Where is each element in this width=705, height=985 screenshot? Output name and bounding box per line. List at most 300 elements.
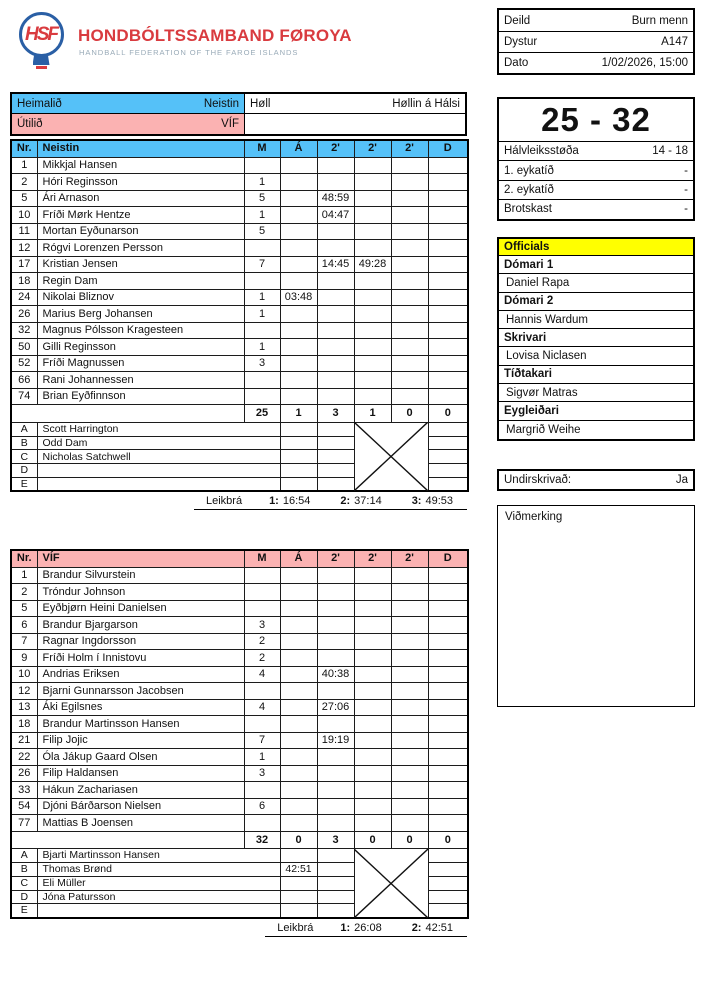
leikbra-period: 1: <box>340 921 351 934</box>
goals-cell <box>244 683 280 700</box>
leikbra-part <box>340 495 381 507</box>
official-entry <box>499 402 693 439</box>
suspension1-cell <box>317 388 354 405</box>
suspension3-cell <box>391 289 428 306</box>
away-roster-block <box>10 549 467 937</box>
goals-cell <box>244 584 280 601</box>
suspension3-cell <box>391 600 428 617</box>
col-header-warning: Á <box>280 140 317 157</box>
home-roster-block <box>10 139 467 510</box>
signed-value: Ja <box>675 474 688 486</box>
player-number: 12 <box>11 240 37 257</box>
warning-cell <box>280 666 317 683</box>
official-role: Tíðtakari <box>499 366 693 384</box>
bench-disq-cell <box>428 464 468 478</box>
disqualification-cell <box>428 815 468 832</box>
warning-cell <box>280 174 317 191</box>
bench-disq-cell <box>428 876 468 890</box>
disqualification-cell <box>428 683 468 700</box>
score-row-value: - <box>684 164 688 177</box>
player-number: 21 <box>11 732 37 749</box>
bench-name <box>37 464 280 478</box>
player-number: 17 <box>11 256 37 273</box>
goals-cell <box>244 600 280 617</box>
disqualification-cell <box>428 207 468 224</box>
warning-cell <box>280 273 317 290</box>
bench-letter: E <box>11 477 37 491</box>
bench-crossed-cell <box>354 464 428 478</box>
player-number: 2 <box>11 584 37 601</box>
score-row-value: - <box>684 203 688 216</box>
col-header-team: VÍF <box>37 550 244 567</box>
goals-cell: 2 <box>244 650 280 667</box>
suspension1-cell: 14:45 <box>317 256 354 273</box>
col-header-nr: Nr. <box>11 140 37 157</box>
bench-row <box>11 863 468 877</box>
totals-row <box>11 405 468 422</box>
disqualification-cell <box>428 372 468 389</box>
bench-warning-cell <box>280 876 317 890</box>
goals-cell: 1 <box>244 207 280 224</box>
player-row <box>11 782 468 799</box>
player-row <box>11 306 468 323</box>
bench-warning-cell <box>280 849 317 863</box>
suspension3-cell <box>391 716 428 733</box>
warning-cell <box>280 650 317 667</box>
leikbra-part <box>269 495 310 507</box>
suspension1-cell: 04:47 <box>317 207 354 224</box>
suspension2-cell <box>354 289 391 306</box>
bench-row <box>11 464 468 478</box>
remarks-box <box>497 505 695 707</box>
match-info-row <box>499 10 693 31</box>
suspension3-cell <box>391 174 428 191</box>
suspension2-cell <box>354 355 391 372</box>
home-leikbra <box>194 495 467 510</box>
leikbra-time: 42:51 <box>425 921 453 934</box>
federation-subtitle: HANDBALL FEDERATION OF THE FAROE ISLANDS <box>79 48 299 57</box>
player-name: Regin Dam <box>37 273 244 290</box>
leikbra-time: 16:54 <box>282 495 311 508</box>
player-row <box>11 815 468 832</box>
suspension2-cell <box>354 567 391 584</box>
player-name: Kristian Jensen <box>37 256 244 273</box>
goals-cell: 1 <box>244 306 280 323</box>
col-header-goals: M <box>244 550 280 567</box>
player-name: Rógvi Lorenzen Persson <box>37 240 244 257</box>
player-name: Tróndur Johnson <box>37 584 244 601</box>
player-name: Magnus Pólsson Kragesteen <box>37 322 244 339</box>
goals-cell <box>244 157 280 174</box>
suspension3-cell <box>391 782 428 799</box>
leikbra-part <box>340 922 381 934</box>
suspension1-cell <box>317 782 354 799</box>
player-number: 33 <box>11 782 37 799</box>
suspension2-cell <box>354 322 391 339</box>
disqualification-cell <box>428 157 468 174</box>
col-header-susp2: 2' <box>354 140 391 157</box>
suspension1-cell <box>317 322 354 339</box>
col-header-disq: D <box>428 550 468 567</box>
player-number: 18 <box>11 716 37 733</box>
leikbra-label: Leikbrá <box>277 921 314 934</box>
totals-warnings: 0 <box>280 831 317 848</box>
totals-goals: 25 <box>244 405 280 422</box>
suspension2-cell <box>354 240 391 257</box>
player-number: 12 <box>11 683 37 700</box>
suspension2-cell <box>354 782 391 799</box>
bench-name: Eli Müller <box>37 876 280 890</box>
officials-entries <box>499 256 693 439</box>
player-name: Hákun Zachariasen <box>37 782 244 799</box>
bench-susp1-cell <box>317 863 354 877</box>
goals-cell: 3 <box>244 765 280 782</box>
disqualification-cell <box>428 240 468 257</box>
player-row <box>11 567 468 584</box>
goals-cell: 5 <box>244 223 280 240</box>
warning-cell <box>280 716 317 733</box>
player-name: Brandur Bjargarson <box>37 617 244 634</box>
disqualification-cell <box>428 650 468 667</box>
player-number: 66 <box>11 372 37 389</box>
bench-susp1-cell <box>317 477 354 491</box>
disqualification-cell <box>428 174 468 191</box>
bench-disq-cell <box>428 849 468 863</box>
suspension2-cell <box>354 306 391 323</box>
suspension1-cell: 40:38 <box>317 666 354 683</box>
suspension1-cell <box>317 815 354 832</box>
player-number: 26 <box>11 306 37 323</box>
player-number: 1 <box>11 157 37 174</box>
col-header-disq: D <box>428 140 468 157</box>
disqualification-cell <box>428 355 468 372</box>
disqualification-cell <box>428 322 468 339</box>
disqualification-cell <box>428 190 468 207</box>
match-info-value: 1/02/2026, 15:00 <box>601 57 688 69</box>
player-number: 7 <box>11 633 37 650</box>
suspension3-cell <box>391 798 428 815</box>
hall-label: Høll <box>250 97 271 110</box>
bench-letter: B <box>11 863 37 877</box>
disqualification-cell <box>428 567 468 584</box>
suspension1-cell <box>317 157 354 174</box>
suspension3-cell <box>391 256 428 273</box>
col-header-susp3: 2' <box>391 140 428 157</box>
bench-susp1-cell <box>317 450 354 464</box>
match-info-row <box>499 52 693 73</box>
suspension3-cell <box>391 650 428 667</box>
official-role: Eygleiðari <box>499 402 693 420</box>
col-header-susp2: 2' <box>354 550 391 567</box>
teams-box <box>10 92 467 136</box>
bench-crossed-cell <box>354 436 428 450</box>
bench-warning-cell <box>280 464 317 478</box>
bench-warning-cell <box>280 904 317 918</box>
goals-cell: 1 <box>244 749 280 766</box>
goals-cell: 4 <box>244 699 280 716</box>
suspension3-cell <box>391 584 428 601</box>
official-name: Daniel Rapa <box>499 274 693 292</box>
bench-susp1-cell <box>317 849 354 863</box>
bench-name <box>37 477 280 491</box>
bench-name: Thomas Brønd <box>37 863 280 877</box>
player-name: Filip Jojic <box>37 732 244 749</box>
warning-cell <box>280 355 317 372</box>
warning-cell <box>280 699 317 716</box>
suspension1-cell <box>317 174 354 191</box>
leikbra-period: 3: <box>411 495 422 508</box>
away-leikbra-row <box>10 922 467 937</box>
suspension3-cell <box>391 749 428 766</box>
player-row <box>11 600 468 617</box>
bench-row <box>11 450 468 464</box>
player-row <box>11 732 468 749</box>
bench-disq-cell <box>428 863 468 877</box>
bench-disq-cell <box>428 904 468 918</box>
bench-row <box>11 876 468 890</box>
goals-cell: 3 <box>244 355 280 372</box>
bench-disq-cell <box>428 477 468 491</box>
player-row <box>11 207 468 224</box>
suspension3-cell <box>391 273 428 290</box>
suspension2-cell <box>354 633 391 650</box>
bench-crossed-cell <box>354 904 428 918</box>
suspension1-cell <box>317 289 354 306</box>
suspension1-cell <box>317 650 354 667</box>
suspension1-cell <box>317 798 354 815</box>
suspension3-cell <box>391 322 428 339</box>
bench-disq-cell <box>428 890 468 904</box>
warning-cell <box>280 633 317 650</box>
disqualification-cell <box>428 732 468 749</box>
score-row <box>499 180 693 199</box>
suspension2-cell <box>354 600 391 617</box>
player-name: Ári Arnason <box>37 190 244 207</box>
player-name: Hóri Reginsson <box>37 174 244 191</box>
player-name: Brian Eyðfinnson <box>37 388 244 405</box>
totals-goals: 32 <box>244 831 280 848</box>
suspension3-cell <box>391 765 428 782</box>
match-info-value: A147 <box>661 36 688 48</box>
suspension3-cell <box>391 157 428 174</box>
suspension1-cell <box>317 716 354 733</box>
player-row <box>11 339 468 356</box>
disqualification-cell <box>428 289 468 306</box>
player-number: 5 <box>11 190 37 207</box>
player-row <box>11 650 468 667</box>
official-name: Lovisa Niclasen <box>499 347 693 365</box>
player-name: Fríði Magnussen <box>37 355 244 372</box>
away-team-name: VÍF <box>221 118 239 130</box>
totals-row <box>11 831 468 848</box>
totals-disq: 0 <box>428 405 468 422</box>
player-row <box>11 633 468 650</box>
goals-cell: 7 <box>244 732 280 749</box>
bench-crossed-cell <box>354 477 428 491</box>
final-score: 25 - 32 <box>541 101 651 138</box>
disqualification-cell <box>428 600 468 617</box>
disqualification-cell <box>428 666 468 683</box>
suspension1-cell <box>317 765 354 782</box>
away-leikbra <box>265 922 467 937</box>
disqualification-cell <box>428 306 468 323</box>
home-team-cell <box>12 94 245 114</box>
player-number: 5 <box>11 600 37 617</box>
bench-letter: C <box>11 876 37 890</box>
bench-letter: C <box>11 450 37 464</box>
suspension3-cell <box>391 223 428 240</box>
score-row <box>499 160 693 179</box>
warning-cell <box>280 749 317 766</box>
suspension3-cell <box>391 372 428 389</box>
match-info-label: Deild <box>504 14 531 27</box>
bench-susp1-cell <box>317 422 354 436</box>
player-number: 77 <box>11 815 37 832</box>
disqualification-cell <box>428 339 468 356</box>
player-row <box>11 716 468 733</box>
suspension1-cell <box>317 372 354 389</box>
suspension1-cell <box>317 240 354 257</box>
player-name: Óla Jákup Gaard Olsen <box>37 749 244 766</box>
player-number: 52 <box>11 355 37 372</box>
player-number: 22 <box>11 749 37 766</box>
bench-crossed-cell <box>354 849 428 863</box>
goals-cell <box>244 372 280 389</box>
bench-susp1-cell <box>317 890 354 904</box>
bench-name: Jóna Patursson <box>37 890 280 904</box>
suspension3-cell <box>391 815 428 832</box>
suspension2-cell <box>354 666 391 683</box>
goals-cell <box>244 567 280 584</box>
official-role: Dómari 2 <box>499 293 693 311</box>
federation-name: HONDBÓLTSSAMBAND FØROYA <box>78 26 352 45</box>
warning-cell <box>280 798 317 815</box>
bench-warning-cell <box>280 422 317 436</box>
leikbra-time: 26:08 <box>354 921 382 934</box>
warning-cell <box>280 782 317 799</box>
match-info-box <box>497 8 695 75</box>
player-row <box>11 190 468 207</box>
player-name: Rani Johannessen <box>37 372 244 389</box>
official-name: Sigvør Matras <box>499 384 693 402</box>
away-label: Útilið <box>17 118 43 130</box>
player-row <box>11 765 468 782</box>
bench-row <box>11 890 468 904</box>
player-row <box>11 372 468 389</box>
leikbra-time: 37:14 <box>354 495 382 508</box>
warning-cell: 03:48 <box>280 289 317 306</box>
totals-susp3: 0 <box>391 831 428 848</box>
officials-box <box>497 237 695 441</box>
player-number: 2 <box>11 174 37 191</box>
warning-cell <box>280 815 317 832</box>
bench-warning-cell <box>280 890 317 904</box>
goals-cell: 5 <box>244 190 280 207</box>
suspension1-cell <box>317 683 354 700</box>
bench-row <box>11 477 468 491</box>
player-row <box>11 322 468 339</box>
col-header-goals: M <box>244 140 280 157</box>
player-number: 10 <box>11 666 37 683</box>
suspension2-cell <box>354 190 391 207</box>
remarks-label: Viðmerking <box>505 511 563 523</box>
suspension3-cell <box>391 339 428 356</box>
player-name: Mikkjal Hansen <box>37 157 244 174</box>
player-name: Gilli Reginsson <box>37 339 244 356</box>
official-entry <box>499 329 693 366</box>
bench-crossed-cell <box>354 422 428 436</box>
warning-cell <box>280 207 317 224</box>
player-name: Eyðbjørn Heini Danielsen <box>37 600 244 617</box>
disqualification-cell <box>428 716 468 733</box>
home-roster-table <box>10 139 469 492</box>
suspension3-cell <box>391 240 428 257</box>
home-label: Heimalið <box>17 97 62 110</box>
disqualification-cell <box>428 749 468 766</box>
player-number: 10 <box>11 207 37 224</box>
goals-cell: 1 <box>244 289 280 306</box>
totals-spacer <box>11 831 244 848</box>
col-header-warning: Á <box>280 550 317 567</box>
suspension2-cell <box>354 815 391 832</box>
suspension3-cell <box>391 567 428 584</box>
warning-cell <box>280 567 317 584</box>
leikbra-time: 49:53 <box>425 495 453 508</box>
player-name: Áki Egilsnes <box>37 699 244 716</box>
totals-susp2: 1 <box>354 405 391 422</box>
away-roster-header <box>11 550 468 567</box>
bench-row <box>11 849 468 863</box>
suspension2-cell <box>354 732 391 749</box>
suspension3-cell <box>391 683 428 700</box>
disqualification-cell <box>428 798 468 815</box>
empty-cell <box>245 114 465 134</box>
warning-cell <box>280 223 317 240</box>
bench-crossed-cell <box>354 450 428 464</box>
official-entry <box>499 256 693 293</box>
bench-letter: D <box>11 890 37 904</box>
federation-logo <box>14 12 68 78</box>
player-name: Djóni Bárðarson Nielsen <box>37 798 244 815</box>
goals-cell: 6 <box>244 798 280 815</box>
col-header-susp1: 2' <box>317 140 354 157</box>
suspension1-cell: 48:59 <box>317 190 354 207</box>
col-header-team: Neistin <box>37 140 244 157</box>
bench-disq-cell <box>428 422 468 436</box>
suspension3-cell <box>391 355 428 372</box>
player-row <box>11 683 468 700</box>
suspension1-cell <box>317 273 354 290</box>
official-role: Skrivari <box>499 329 693 347</box>
goals-cell: 7 <box>244 256 280 273</box>
disqualification-cell <box>428 584 468 601</box>
score-row-label: 1. eykatíð <box>504 164 554 177</box>
bench-susp1-cell <box>317 436 354 450</box>
score-row-value: 14 - 18 <box>652 145 688 158</box>
disqualification-cell <box>428 765 468 782</box>
bench-susp1-cell <box>317 904 354 918</box>
signed-label: Undirskrivað: <box>504 474 572 486</box>
hall-cell <box>245 94 465 114</box>
suspension1-cell <box>317 584 354 601</box>
player-row <box>11 584 468 601</box>
player-name: Filip Haldansen <box>37 765 244 782</box>
totals-spacer <box>11 405 244 422</box>
score-rows <box>499 141 693 219</box>
bench-letter: E <box>11 904 37 918</box>
match-info-row <box>499 31 693 52</box>
goals-cell: 2 <box>244 633 280 650</box>
